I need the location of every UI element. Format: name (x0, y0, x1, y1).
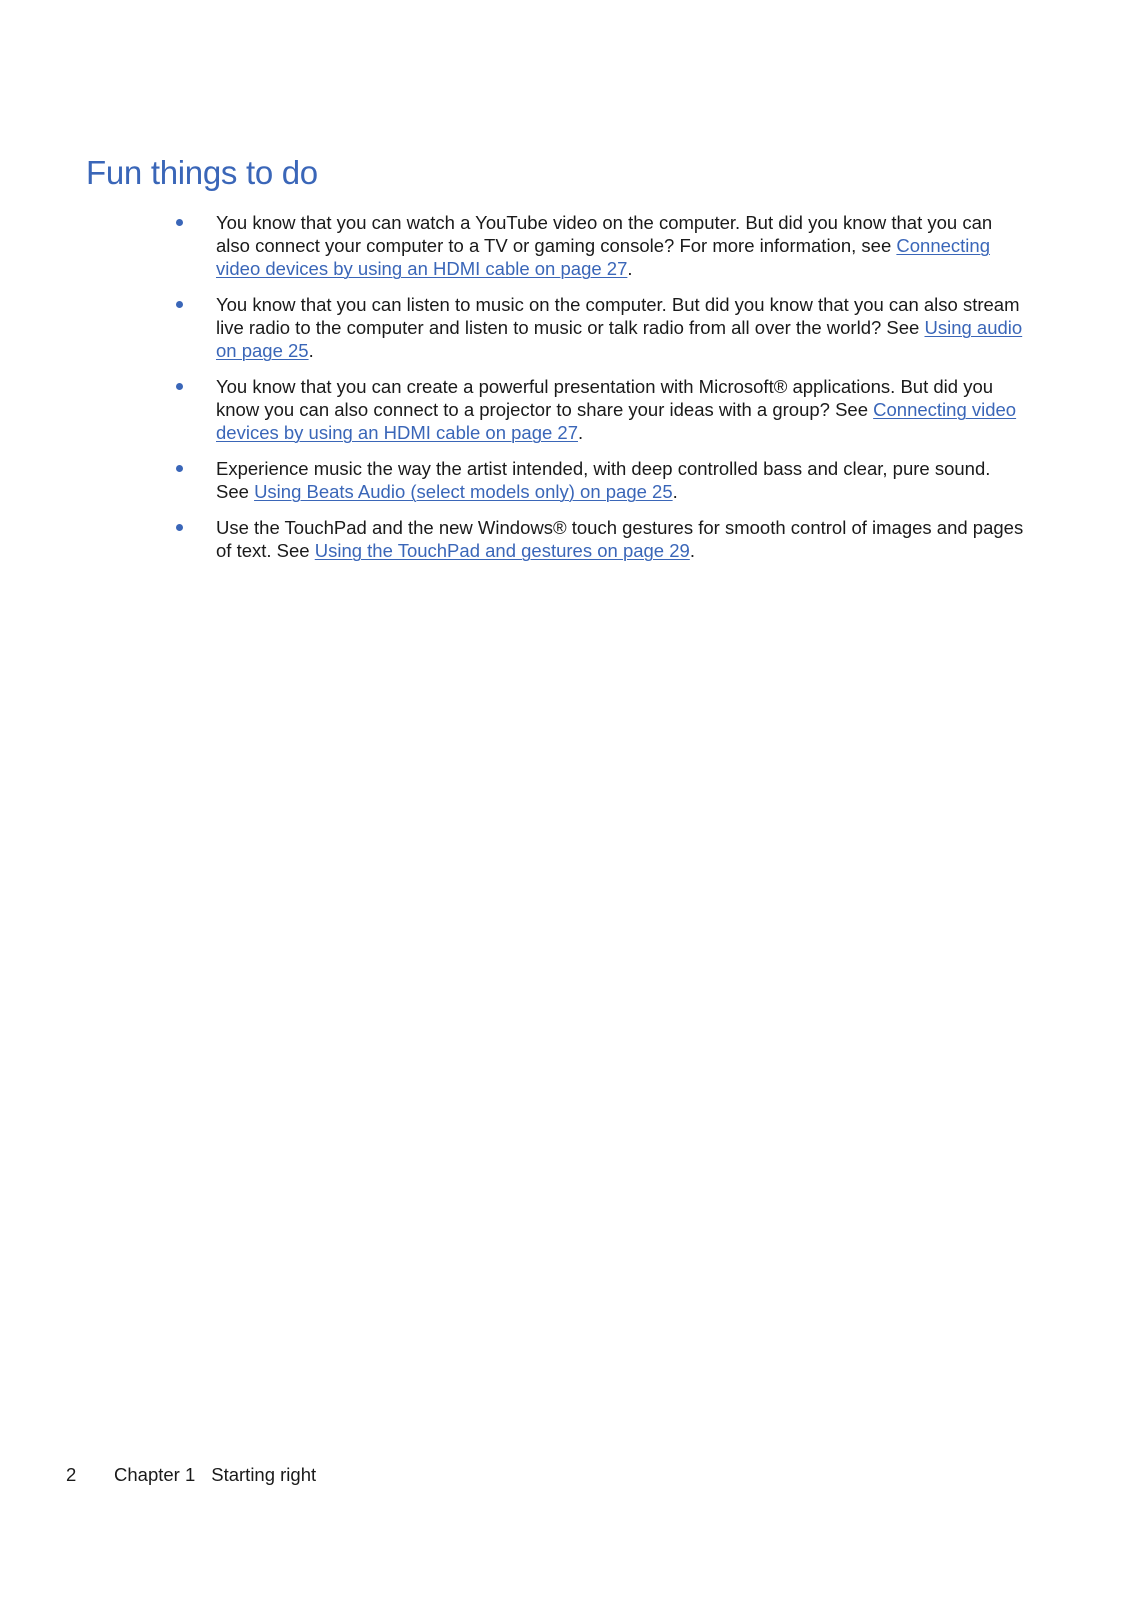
list-item (216, 293, 1026, 362)
item-text-end: . (627, 258, 633, 279)
link-using-audio[interactable]: Using audio on page 25 (216, 317, 1023, 361)
bullet-icon (176, 524, 183, 531)
item-text-end: . (578, 422, 584, 443)
link-hdmi-tv[interactable]: Connecting video devices by using an HDMI cable on page 27 (216, 235, 990, 279)
list-item (216, 457, 1026, 503)
item-text: You know that you can watch a YouTube video on the computer. But did you know that you can also connect your computer to a TV or gaming console? For more information, see (216, 212, 993, 256)
item-text: You know that you can create a powerful presentation with Microsoft® applications. But did you know you can also connect to a projector to share your ideas with a group? See (216, 376, 994, 420)
footer-chapter-title: Starting right (211, 1464, 317, 1485)
list-item (216, 375, 1026, 444)
item-text: Use the TouchPad and the new Windows® touch gestures for smooth control of images and pages of text. See (216, 517, 1024, 561)
page-heading: Fun things to do (86, 154, 318, 191)
bullet-icon (176, 219, 183, 226)
link-touchpad-gestures[interactable]: Using the TouchPad and gestures on page 29 (314, 540, 690, 561)
bullet-icon (176, 301, 183, 308)
page-footer (66, 1464, 316, 1486)
list-item (216, 516, 1026, 562)
item-text: You know that you can listen to music on the computer. But did you know that you can also stream live radio to the computer and listen to music or talk radio from all over the world? See (216, 294, 1020, 338)
item-text-end: . (308, 340, 314, 361)
link-beats-audio[interactable]: Using Beats Audio (select models only) on page 25 (254, 481, 673, 502)
link-hdmi-projector[interactable]: Connecting video devices by using an HDMI cable on page 27 (216, 399, 1017, 443)
footer-chapter: Chapter 1 (114, 1464, 196, 1485)
page-number: 2 (66, 1464, 77, 1485)
item-text-end: . (672, 481, 678, 502)
fun-things-list (216, 211, 1026, 575)
item-text: Experience music the way the artist intended, with deep controlled bass and clear, pure sound. See (216, 458, 991, 502)
item-text-end: . (689, 540, 695, 561)
bullet-icon (176, 383, 183, 390)
bullet-icon (176, 465, 183, 472)
list-item (216, 211, 1026, 280)
